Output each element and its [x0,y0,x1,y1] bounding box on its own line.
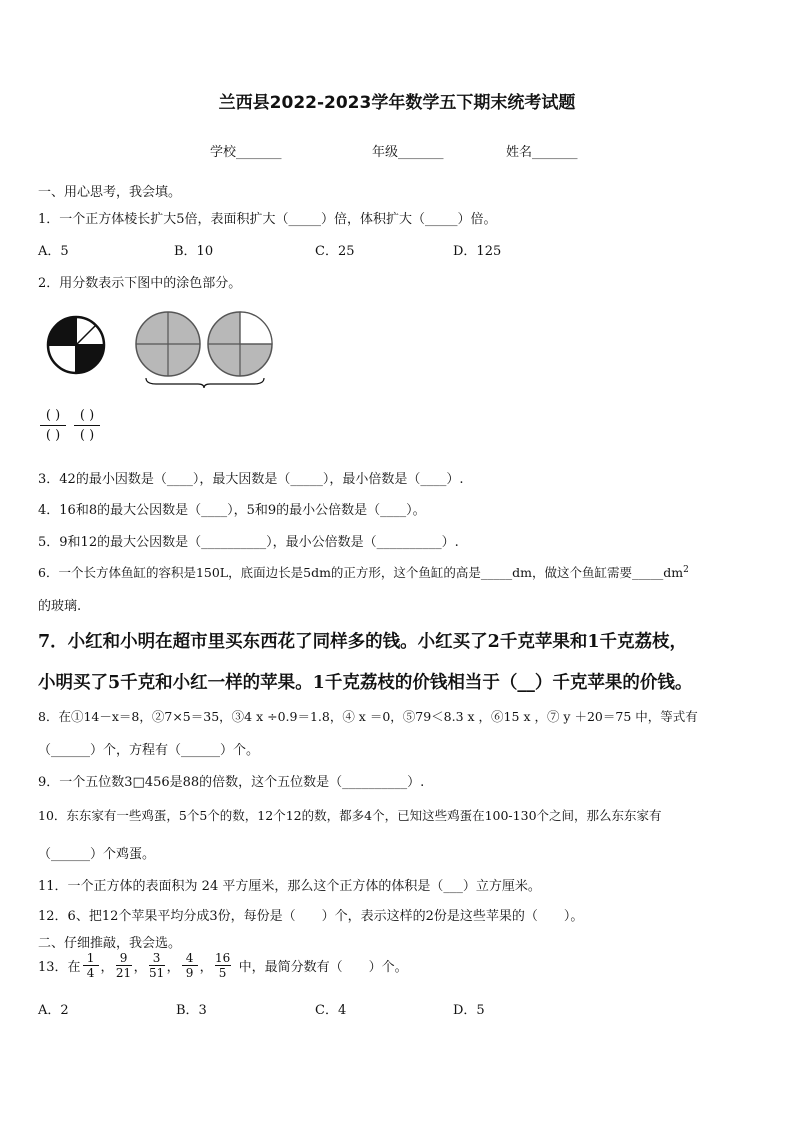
question-10-cont: （______）个鸡蛋。 [38,847,156,862]
question-1: 1．一个正方体棱长扩大5倍，表面积扩大（_____）倍，体积扩大（_____）倍。 [38,212,497,227]
name-field: 姓名_______ [506,145,578,160]
q6-superscript: 2 [683,564,689,575]
q13-suffix: 中，最简分数有（ ）个。 [238,960,408,975]
fraction: $\frac{4}{9}$ [182,951,198,980]
fraction-denominator: ( ) [45,428,61,443]
question-7-line-1: 7．小红和小明在超市里买东西花了同样多的钱。小红买了2千克苹果和1千克荔枝， [38,632,688,652]
school-field: 学校_______ [210,145,282,160]
fraction-bar [40,425,66,426]
fraction-denominator: ( ) [79,428,95,443]
question-6 [38,563,689,581]
fraction-numerator: ( ) [45,408,61,423]
q13-prefix: 13．在 [38,960,81,975]
question-6-cont: 的玻璃. [38,599,82,614]
q1-option-c: C．25 [315,244,355,259]
q1-option-a: A．5 [38,244,69,259]
question-11: 11．一个正方体的表面积为 24 平方厘米，那么这个正方体的体积是（___）立方厘米。 [38,879,541,894]
q13-option-a: A．2 [38,1003,69,1018]
fraction: $\frac{16}{5}$ [214,951,231,980]
q13-option-b: B．3 [176,1003,207,1018]
q2-fraction-2[interactable] [74,408,100,443]
question-5: 5．9和12的最大公因数是（__________），最小公倍数是（__________）. [38,535,459,550]
section-2-heading: 二、仔细推敲，我会选。 [38,936,182,951]
q13-option-d: D．5 [453,1003,485,1018]
question-8-cont: （______）个，方程有（______）个。 [38,743,260,758]
question-12: 12．6、把12个苹果平均分成3份，每份是（ ）个，表示这样的2份是这些苹果的（ ）。 [38,909,584,924]
q1-option-b: B．10 [174,244,214,259]
fraction-bar [74,425,100,426]
q2-circle-figure-1 [45,314,107,376]
fraction: $\frac{9}{21}$ [115,951,132,980]
question-10: 10．东东家有一些鸡蛋，5个5个的数，12个12的数，都多4个，已知这些鸡蛋在100-130个之间，那么东东家有 [38,808,662,823]
q13-option-c: C．4 [315,1003,347,1018]
q1-option-d: D．125 [453,244,502,259]
question-13: 13．在 $\frac{1}{4}$ ， $\frac{9}{21}$ ， $\frac{3}{51}$ ， $\frac{4}{9}$ ， $\frac{16}{5}$ 中，最简分数有（ ）个。 [38,951,408,980]
question-8: 8．在①14－x＝8，②7×5＝35，③4 x ÷0.9＝1.8，④ x ＝0，⑤79＜8.3 x ，⑥15 x ，⑦ y ＋20＝75 中，等式有 [38,709,698,724]
page-title: 兰西县2022-2023学年数学五下期末统考试题 [218,93,576,113]
question-2: 2．用分数表示下图中的涂色部分。 [38,276,242,291]
q6-text: 6．一个长方体鱼缸的容积是150L，底面边长是5dm的正方形，这个鱼缸的高是_____dm，做这个鱼缸需要_____dm [38,565,684,580]
q2-circle-figure-2 [132,308,278,388]
fraction: $\frac{3}{51}$ [148,951,165,980]
question-4: 4．16和8的最大公因数是（____），5和9的最小公倍数是（____）。 [38,503,426,518]
fraction-numerator: ( ) [79,408,95,423]
question-7-line-2: 小明买了5千克和小红一样的苹果。1千克荔枝的价钱相当于（__）千克苹果的价钱。 [38,673,693,693]
fraction: $\frac{1}{4}$ [83,951,99,980]
q2-fraction-1[interactable] [40,408,66,443]
question-9: 9．一个五位数3□456是88的倍数，这个五位数是（__________）. [38,775,425,790]
grade-field: 年级_______ [372,145,444,160]
question-3: 3．42的最小因数是（____），最大因数是（_____），最小倍数是（____）. [38,472,464,487]
section-1-heading: 一、用心思考，我会填。 [38,185,182,200]
